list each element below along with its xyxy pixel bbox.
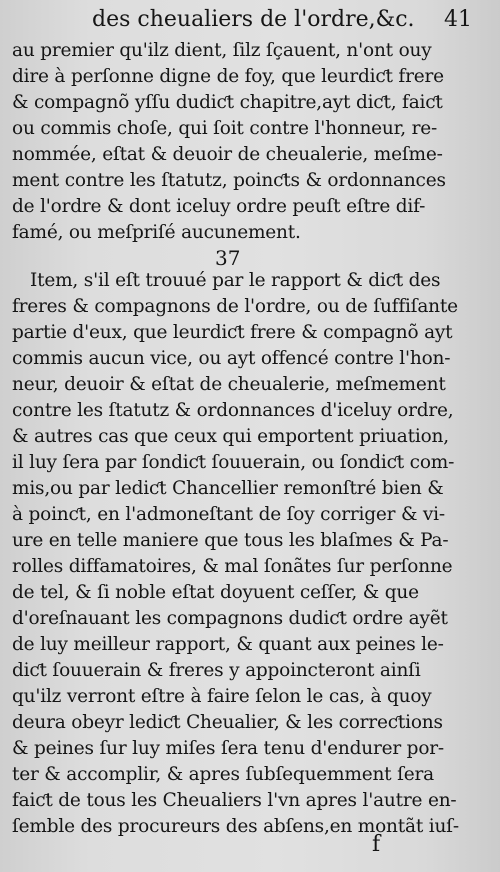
text-line: Item, s'il eſt trouué par le rapport & diƈt des (30, 270, 441, 291)
text-line: neur, deuoir & eſtat de cheualerie, meſmement (12, 374, 446, 395)
text-line: d'oreſnauant les compagnons dudiƈt ordre ayẽt (12, 608, 448, 629)
text-line: qu'ilz verront eſtre à faire ſelon le cas, à quoy (12, 686, 432, 707)
text-line: diƈt ſouuerain & freres y appoincteront ainſi (12, 660, 421, 681)
text-line: contre les ſtatutz & ordonnances d'iceluy ordre, (12, 400, 454, 421)
text-line: nommée, eſtat & deuoir de cheualerie, meſme- (12, 144, 443, 165)
running-header (92, 6, 472, 34)
page-number: 41 (444, 7, 472, 32)
text-line: & peines ſur luy miſes ſera tenu d'endurer por- (12, 738, 444, 759)
text-line: il luy ſera par ſondiƈt ſouuerain, ou ſondiƈt com- (12, 452, 455, 473)
text-line: de tel, & ſi noble eſtat doyuent ceſſer, & que (12, 582, 419, 603)
text-line: & compagnõ yſſu dudiƈt chapitre,ayt diƈt, faiƈt (12, 92, 443, 113)
text-line: ment contre les ſtatutz, poinƈts & ordonnances (12, 170, 446, 191)
text-line: mis,ou par lediƈt Chancellier remonſtré bien & (12, 478, 444, 499)
text-line: rolles diffamatoires, & mal ſonãtes ſur perſonne (12, 556, 453, 577)
text-line: commis aucun vice, ou ayt offencé contre l'hon- (12, 348, 451, 369)
text-line: faiƈt de tous les Cheualiers l'vn apres l'autre en- (12, 790, 457, 811)
section-number: 37 (215, 246, 241, 270)
text-line: ſemble des procureurs des abſens,en montãt iuſ- (12, 816, 459, 837)
text-line: de luy meilleur rapport, & quant aux peines le- (12, 634, 444, 655)
text-line: au premier qu'ilz dient, ſilz ſçauent, n'ont ouy (12, 40, 432, 61)
text-line: ure en telle maniere que tous les blaſmes & Pa- (12, 530, 449, 551)
text-line: & autres cas que ceux qui emportent priuation, (12, 426, 449, 447)
text-line: freres & compagnons de l'ordre, ou de ſuffiſante (12, 296, 458, 317)
text-line: de l'ordre & dont iceluy ordre peuſt eſtre dif- (12, 196, 426, 217)
text-line: deura obeyr lediƈt Cheualier, & les correƈtions (12, 712, 443, 733)
text-line: ou commis choſe, qui ſoit contre l'honneur, re- (12, 118, 438, 139)
running-title: des cheualiers de l'ordre,&c. (92, 7, 415, 32)
text-line: à poinƈt, en l'admoneſtant de ſoy corriger & vi- (12, 504, 445, 525)
catchword: f (372, 832, 381, 857)
text-line: dire à perſonne digne de foy, que leurdiƈt frere (12, 66, 444, 87)
text-line: ter & accomplir, & apres ſubſequemment ſera (12, 764, 434, 785)
text-line: partie d'eux, que leurdiƈt frere & compagnõ ayt (12, 322, 453, 343)
text-line: famé, ou meſpriſé aucunement. (12, 222, 301, 243)
